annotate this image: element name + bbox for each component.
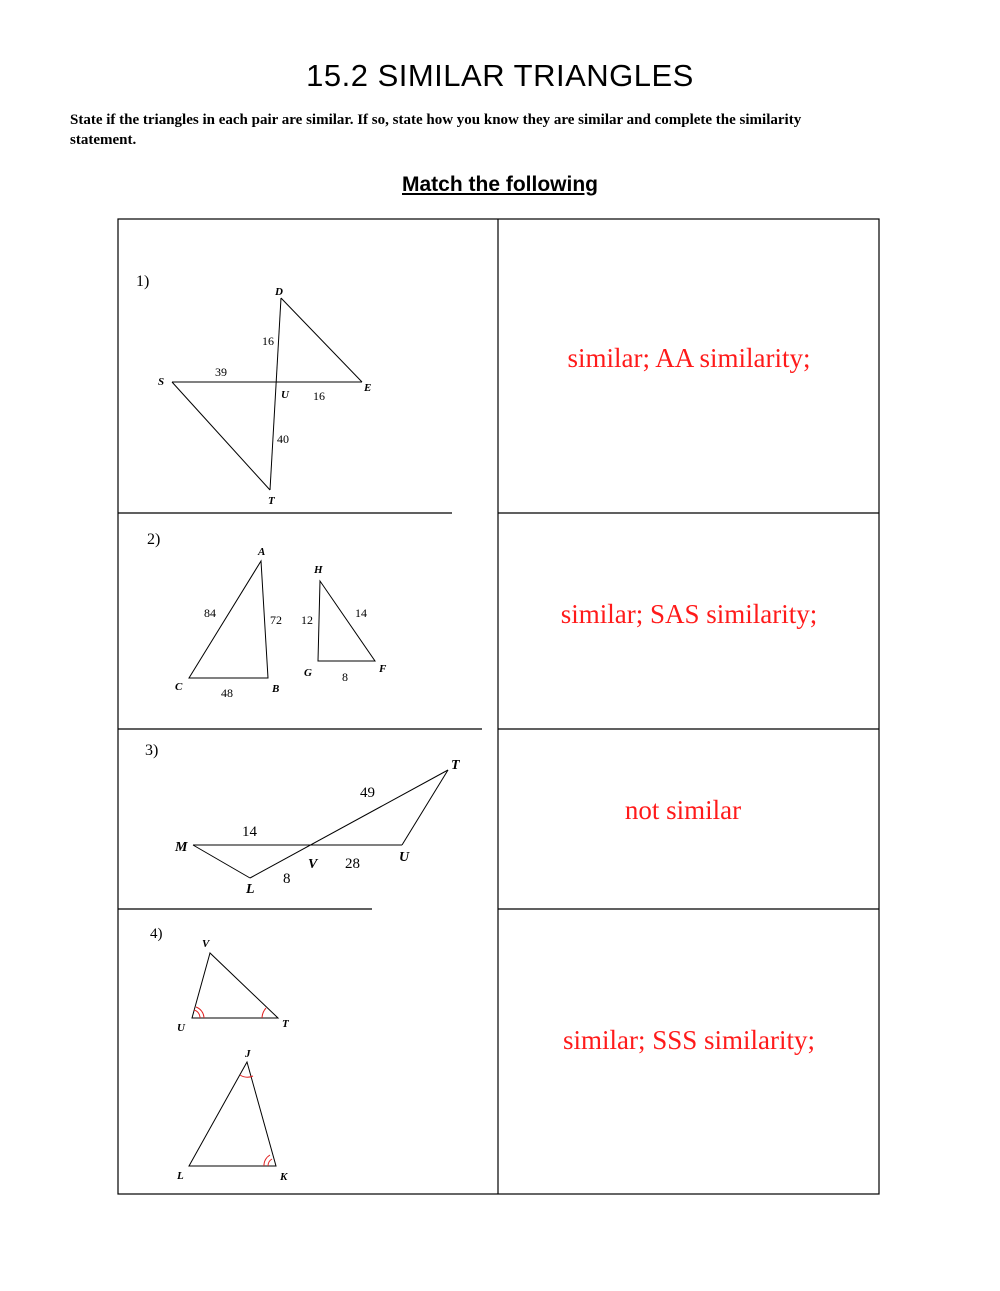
vertex-label: L <box>177 1170 184 1182</box>
vertex-label: T <box>282 1018 289 1030</box>
side-length: 8 <box>283 871 291 887</box>
side-length: 14 <box>355 606 367 620</box>
problem-1-figure <box>136 273 371 507</box>
vertex-label: L <box>246 882 255 897</box>
side-length: 72 <box>270 613 282 627</box>
problem-number: 1) <box>136 273 150 290</box>
vertex-label: J <box>245 1048 251 1060</box>
vertex-label: C <box>175 681 183 693</box>
vertex-label: K <box>280 1171 288 1183</box>
answer-option-3[interactable]: not similar <box>624 795 742 825</box>
instructions: State if the triangles in each pair are similar. If so, state how you know they are similar and complete the similarity statement. <box>70 112 802 148</box>
side-length: 49 <box>360 785 375 801</box>
page-title: 15.2 SIMILAR TRIANGLES <box>306 58 694 93</box>
section-heading-text: Match the following <box>402 173 598 196</box>
side-length: 48 <box>221 686 233 700</box>
vertex-label: G <box>304 667 312 679</box>
problem-4-figure <box>150 926 290 1183</box>
side-length: 28 <box>345 856 360 872</box>
answer-option-2[interactable]: similar; SAS similarity; <box>560 599 818 629</box>
vertex-label: A <box>258 546 266 558</box>
side-length: 39 <box>215 365 227 379</box>
side-length: 16 <box>313 389 325 403</box>
problem-2-figure <box>147 531 387 700</box>
problem-3-figure <box>145 742 461 897</box>
vertex-label: H <box>314 564 323 576</box>
vertex-label: U <box>399 850 410 865</box>
problem-number: 3) <box>145 742 159 759</box>
vertex-label: F <box>379 663 387 675</box>
vertex-label: T <box>451 758 460 773</box>
answer-option-4[interactable]: similar; SSS similarity; <box>562 1025 816 1055</box>
side-length: 8 <box>342 670 348 684</box>
vertex-label: D <box>275 286 283 298</box>
problem-number: 2) <box>147 531 161 548</box>
side-length: 40 <box>277 432 289 446</box>
vertex-label: V <box>202 938 210 950</box>
answer-option-1[interactable]: similar; AA similarity; <box>567 343 811 373</box>
side-length: 12 <box>301 613 313 627</box>
vertex-label: E <box>364 382 372 394</box>
vertex-label: U <box>281 389 289 401</box>
vertex-label: T <box>268 495 275 507</box>
problem-number: 4) <box>150 926 163 942</box>
vertex-label: U <box>177 1022 185 1034</box>
vertex-label: S <box>158 376 165 388</box>
vertex-label: V <box>308 857 318 872</box>
side-length: 16 <box>262 334 274 348</box>
side-length: 84 <box>204 606 216 620</box>
vertex-label: B <box>272 683 280 695</box>
vertex-label: M <box>175 840 188 855</box>
side-length: 14 <box>242 824 257 840</box>
